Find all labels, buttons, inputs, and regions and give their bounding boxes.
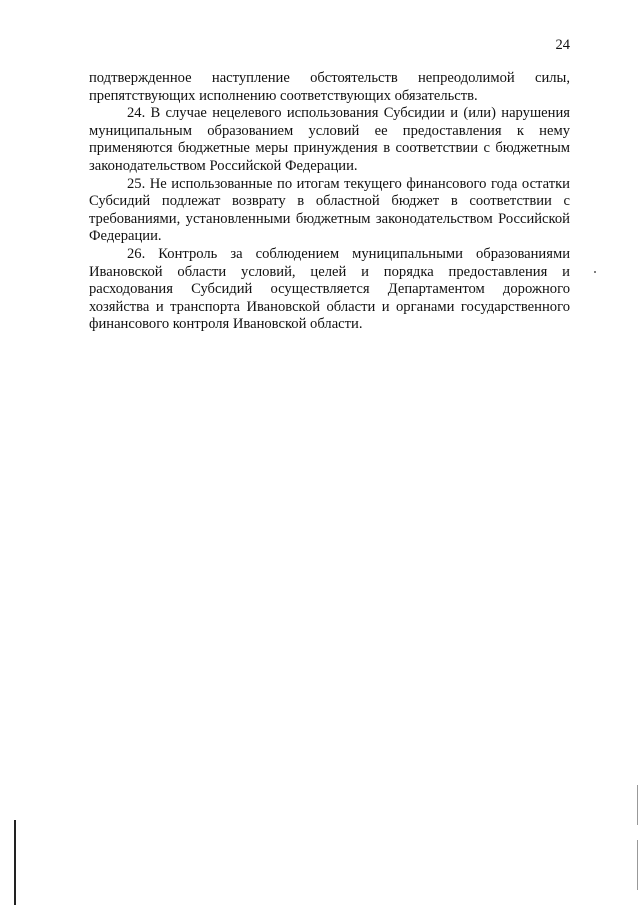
page-number: 24: [555, 37, 570, 53]
paragraph-continuation: подтвержденное наступление обстоятельств непреодолимой силы, препятствующих исполнению соответствующих обязательств.: [89, 70, 570, 104]
scan-edge-mark: [637, 840, 638, 890]
paragraph-24: 24. В случае нецелевого использования Субсидии и (или) нарушения муниципальным образованием условий ее предоставления к нему применяются бюджетные меры принуждения в соответствии с бюджетным законодательством Российской Федерации.: [89, 105, 570, 174]
scan-left-edge-line: [14, 820, 16, 905]
paragraph-25: 25. Не использованные по итогам текущего финансового года остатки Субсидий подлежат возврату в областной бюджет в соответствии с требованиями, установленными бюджетным законодательством Российской Федерации.: [89, 175, 570, 245]
scan-edge-mark: [637, 785, 638, 825]
document-body: [89, 70, 570, 334]
paragraph-26: 26. Контроль за соблюдением муниципальными образованиями Ивановской области условий, целей и порядка предоставления и расходования Субсидий осуществляется Департаментом дорожного хозяйства и транспорта Ивановской области и органами государственного финансового контроля Ивановской области.: [89, 245, 570, 333]
scan-speck: [594, 271, 596, 273]
